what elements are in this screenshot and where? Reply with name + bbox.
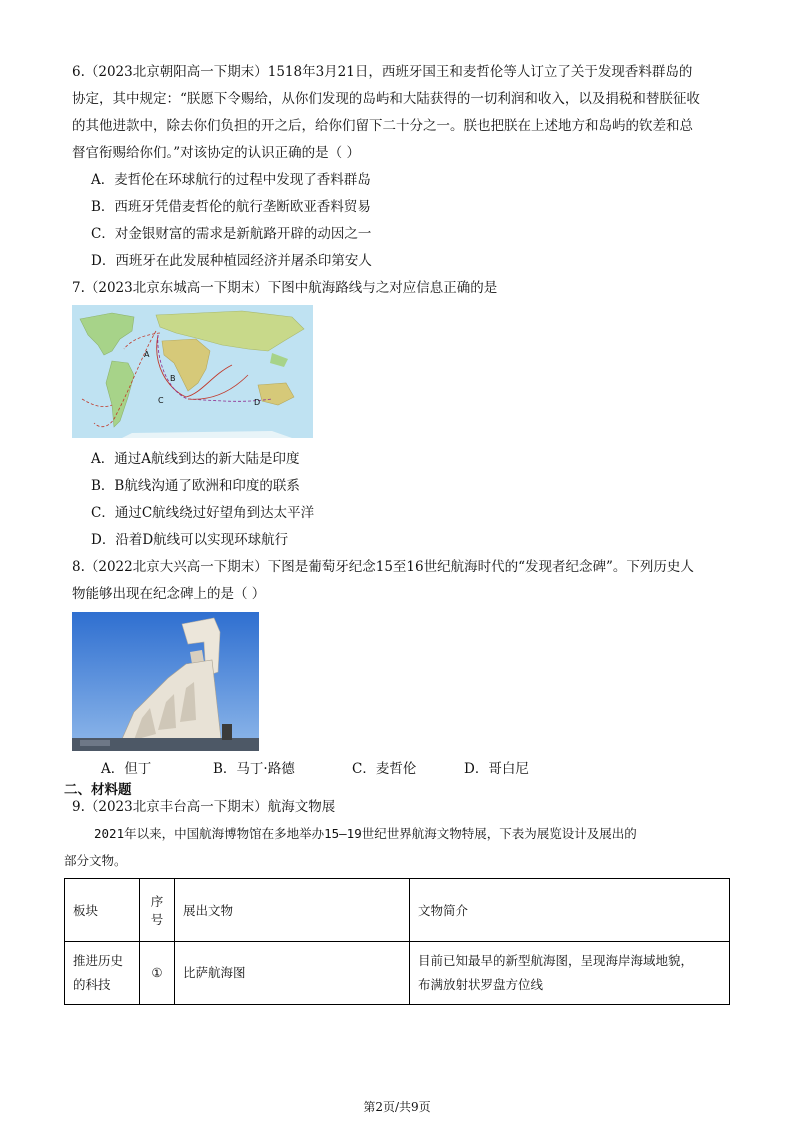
table-header-row bbox=[65, 879, 730, 942]
column-header bbox=[140, 879, 175, 942]
q7-option-b[interactable]: B．B航线沟通了欧洲和印度的联系 bbox=[91, 478, 300, 494]
svg-text:C: C bbox=[158, 396, 164, 405]
column-header: 展出文物 bbox=[175, 879, 410, 942]
svg-text:A: A bbox=[144, 350, 150, 359]
q9-intro-line-2: 部分文物。 bbox=[64, 853, 127, 868]
table-cell bbox=[410, 942, 730, 1005]
cell-section-1: 推进历史 bbox=[73, 953, 124, 968]
svg-text:B: B bbox=[170, 374, 176, 383]
q7-option-c[interactable]: C．通过C航线绕过好望角到达太平洋 bbox=[91, 505, 315, 521]
column-header: 文物简介 bbox=[410, 879, 730, 942]
q8-option-d[interactable]: D．哥白尼 bbox=[464, 761, 529, 777]
q7-stem: 7.（2023北京东城高一下期末）下图中航海路线与之对应信息正确的是 bbox=[72, 280, 498, 296]
q6-line-1: 6.（2023北京朝阳高一下期末）1518年3月21日，西班牙国王和麦哲伦等人订立了关于发现香料群岛的 bbox=[72, 64, 693, 80]
cell-desc-2: 布满放射状罗盘方位线 bbox=[418, 977, 544, 992]
page-footer: 第2页/共9页 bbox=[363, 1100, 431, 1114]
q8-option-c[interactable]: C．麦哲伦 bbox=[352, 761, 417, 777]
table-cell: ① bbox=[140, 942, 175, 1005]
q8-option-b[interactable]: B．马丁·路德 bbox=[213, 761, 295, 777]
q8-option-a[interactable]: A．但丁 bbox=[101, 761, 152, 777]
q6-option-c[interactable]: C．对金银财富的需求是新航路开辟的动因之一 bbox=[91, 226, 372, 242]
q6-option-a[interactable]: A．麦哲伦在环球航行的过程中发现了香料群岛 bbox=[91, 172, 371, 188]
q6-option-b[interactable]: B．西班牙凭借麦哲伦的航行垄断欧亚香料贸易 bbox=[91, 199, 371, 215]
header-seq-2: 号 bbox=[150, 912, 164, 927]
monument-photo bbox=[72, 612, 259, 751]
exhibit-table bbox=[64, 878, 730, 1005]
q8-line-2: 物能够出现在纪念碑上的是（ ） bbox=[72, 586, 266, 602]
q9-title: 9.（2023北京丰台高一下期末）航海文物展 bbox=[72, 799, 336, 815]
column-header: 板块 bbox=[65, 879, 140, 942]
q6-line-4: 督官衔赐给你们。”对该协定的认识正确的是（ ） bbox=[72, 145, 360, 161]
section-heading: 二、材料题 bbox=[64, 782, 132, 798]
table-cell bbox=[65, 942, 140, 1005]
cell-desc-1: 目前已知最早的新型航海图，呈现海岸海域地貌， bbox=[418, 953, 694, 968]
voyage-route-map bbox=[72, 305, 313, 438]
q7-option-a[interactable]: A．通过A航线到达的新大陆是印度 bbox=[91, 451, 300, 467]
q6-option-d[interactable]: D．西班牙在此发展种植园经济并屠杀印第安人 bbox=[91, 253, 372, 269]
q7-option-d[interactable]: D．沿着D航线可以实现环球航行 bbox=[91, 532, 289, 548]
q8-line-1: 8.（2022北京大兴高一下期末）下图是葡萄牙纪念15至16世纪航海时代的“发现者纪念碑”。下列历史人 bbox=[72, 559, 694, 575]
svg-text:D: D bbox=[254, 398, 261, 407]
table-cell: 比萨航海图 bbox=[175, 942, 410, 1005]
q9-intro-line-1: 2021年以来，中国航海博物馆在多地举办15—19世纪世界航海文物特展，下表为展览设计及展出的 bbox=[94, 826, 637, 841]
q6-line-2: 协定，其中规定：“朕愿下令赐给，从你们发现的岛屿和大陆获得的一切利润和收入，以及捐税和替朕征收 bbox=[72, 91, 700, 107]
cell-section-2: 的科技 bbox=[73, 977, 111, 992]
table-row bbox=[65, 942, 730, 1005]
header-seq-1: 序 bbox=[150, 894, 164, 909]
q6-line-3: 的其他进款中，除去你们负担的开之后，给你们留下二十分之一。朕也把朕在上述地方和岛屿的钦差和总 bbox=[72, 118, 693, 134]
